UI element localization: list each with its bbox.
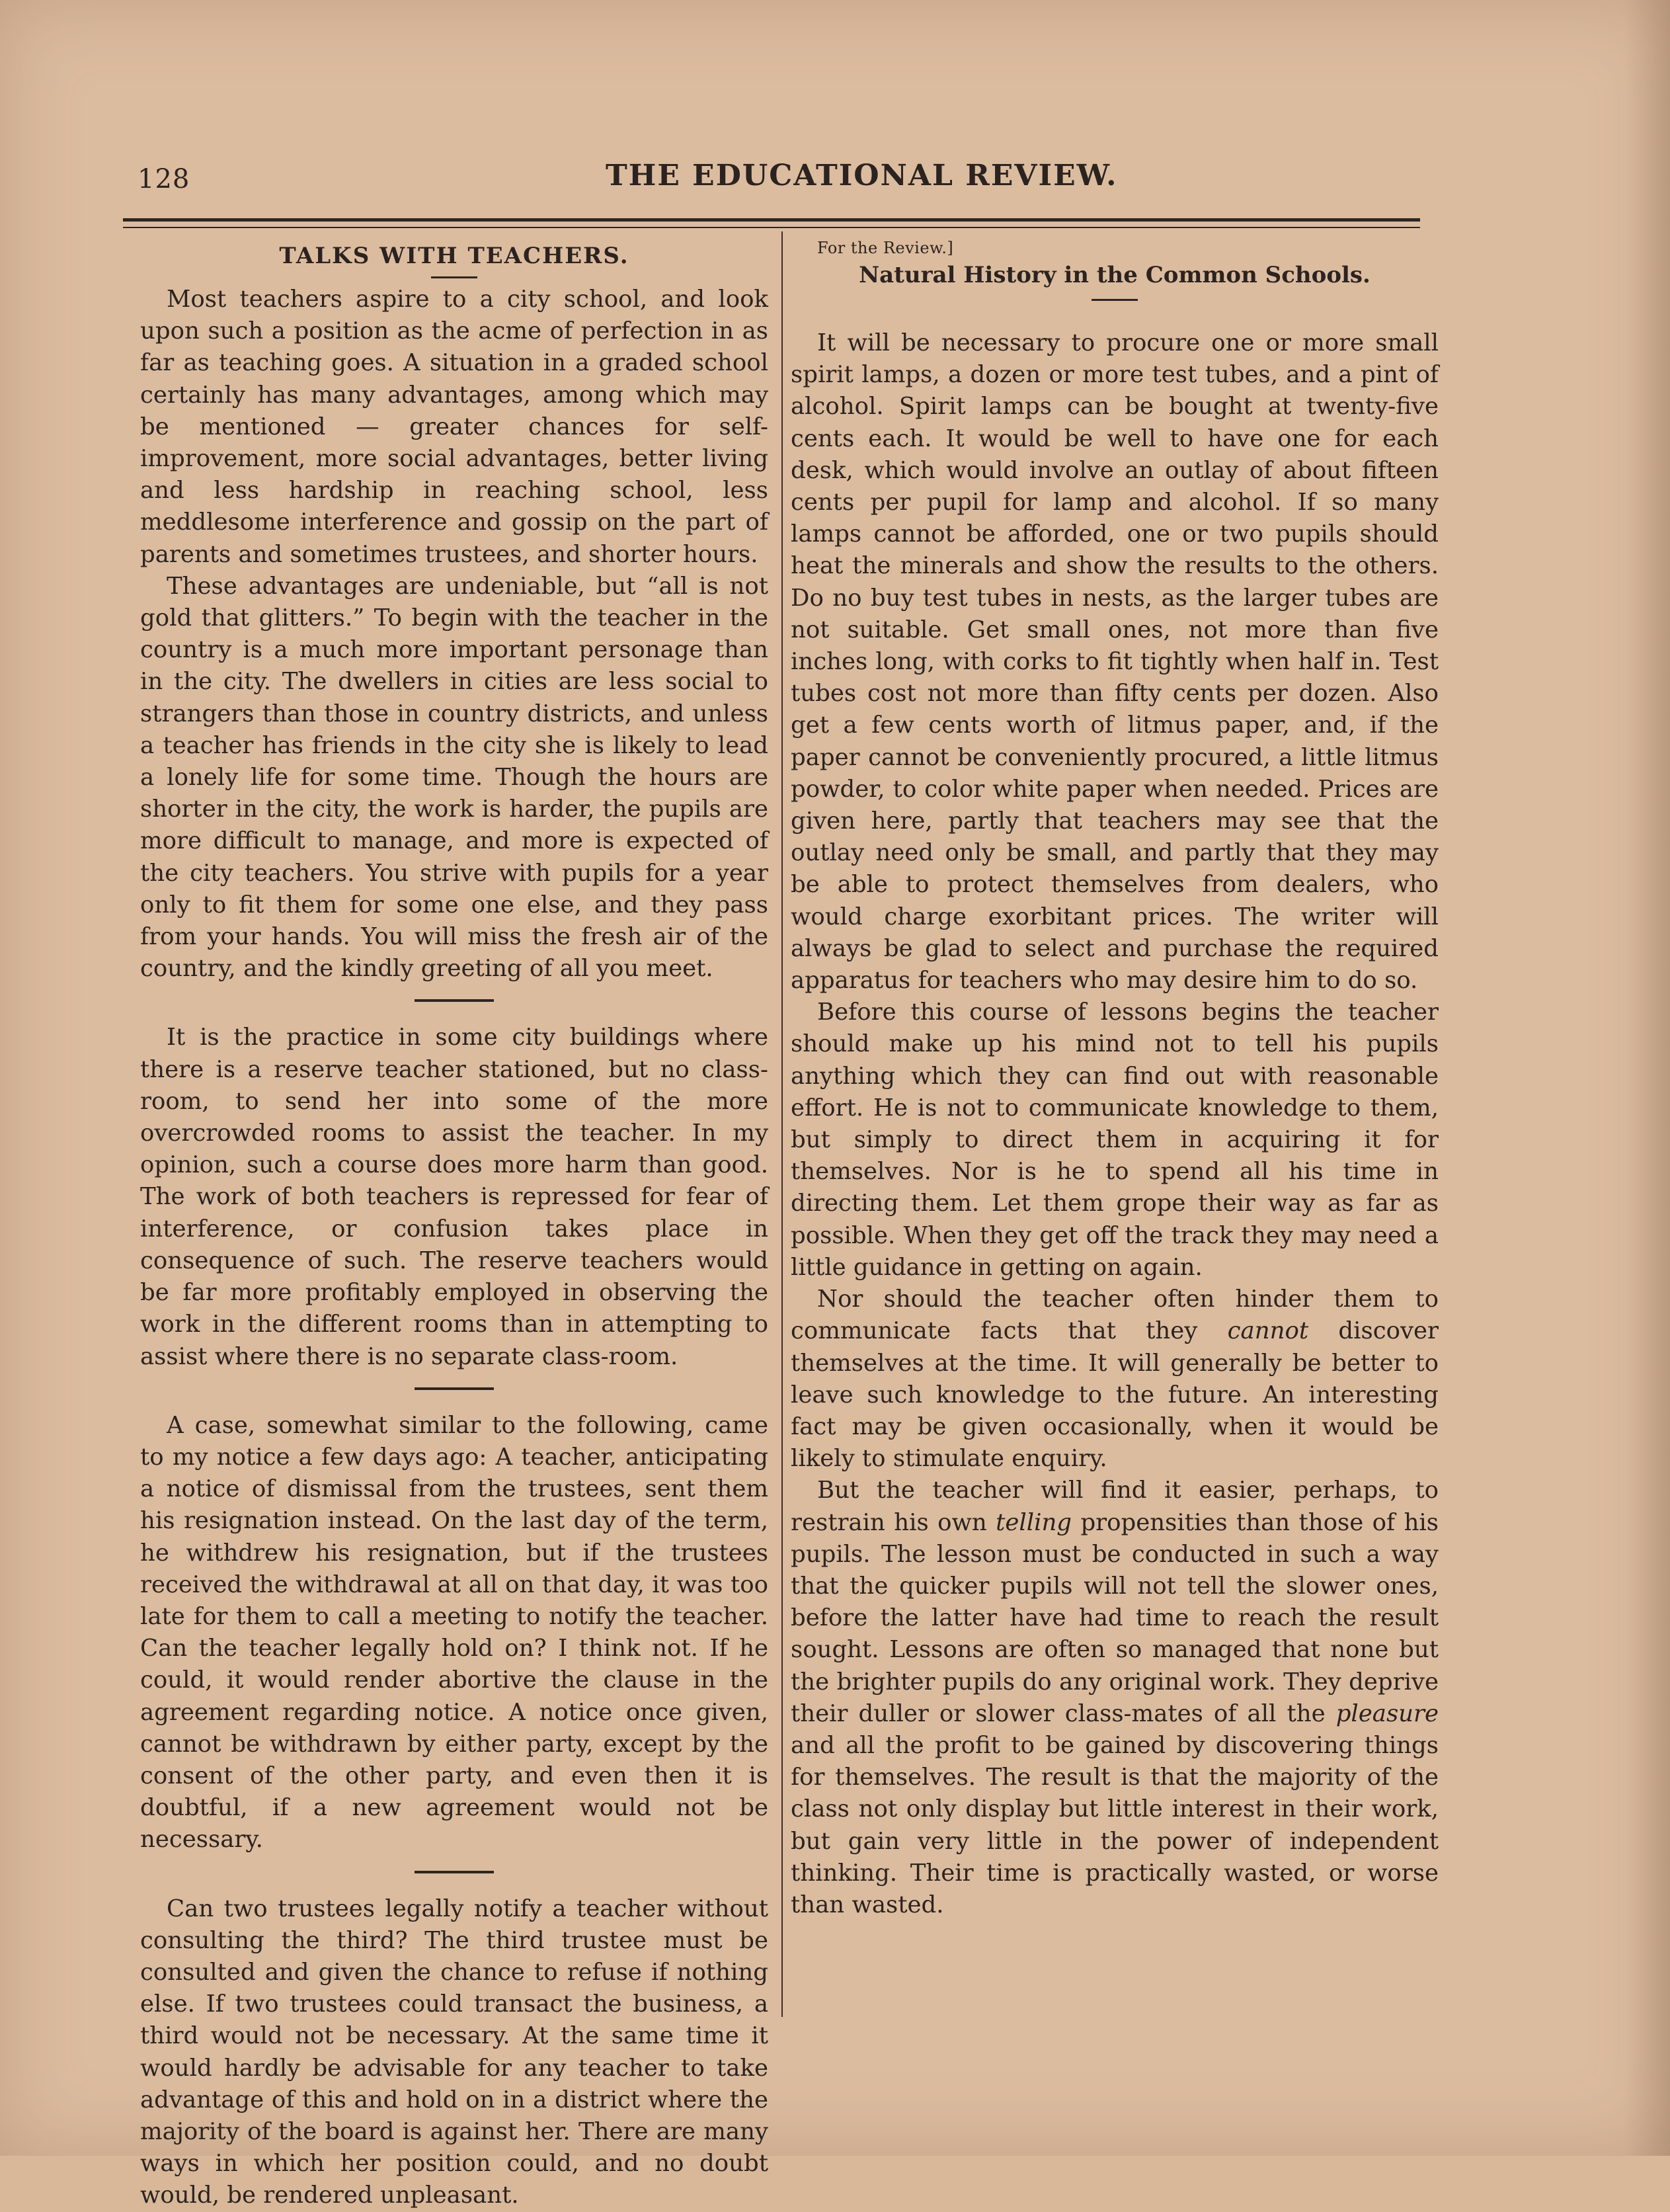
paragraph: It is the practice in some city buildings where there is a reserve teacher stationed, but no class-room, to send her into some of the more overcrowded rooms to assist the teacher. In my opinion, such a course does more harm than good. The work of both teachers is repressed for fear of interference, or confusion takes place in consequence of such. The reserve teachers would be far more profitably employed in observing the work in the different rooms than in attempting to assist where there is no separate class-room.: [140, 1024, 768, 1370]
left-column: [140, 238, 768, 2212]
title-dash: [1092, 299, 1138, 301]
paragraph: A case, somewhat similar to the following, came to my notice a few days ago: A teacher, anticipating a notice of dismissal from the trustees, sent them his resignation instead. On the last day of the term, he withdrew his resignation, but if the trustees received the withdrawal at all on that day, it was too late for them to call a meeting to notify the teacher. Can the teacher legally hold on? I think not. If he could, it would render abortive the clause in the agreement regarding notice. A notice once given, cannot be withdrawn by either party, except by the consent of the other party, and even then it is doubtful, if a new agreement would not be necessary.: [140, 1411, 768, 1854]
paragraph: Before this course of lessons begins the teacher should make up his mind not to tell his pupils anything which they can find out with reasonable effort. He is not to communicate knowledge to them, but simply to direct them in acquiring it for themselves. Nor is he to spend all his time in directing them. Let them grope their way as far as possible. When they get off the track they may need a little guidance in getting on again.: [791, 999, 1439, 1281]
emphasis: cannot: [1227, 1317, 1309, 1345]
title-dash: [431, 276, 477, 278]
paragraph: It will be necessary to procure one or more small spirit lamps, a dozen or more test tubes, and a pint of alcohol. Spirit lamps can be bought at twenty-five cents each. It would be well to have one for each desk, which would involve an outlay of about fifteen cents per pupil for lamp and alcohol. If so many lamps cannot be afforded, one or two pupils should heat the minerals and show the results to the others. Do no buy test tubes in nests, as the larger tubes are not suitable. Get small ones, not more than five inches long, with corks to fit tightly when half in. Test tubes cost not more than fifty cents per dozen. Also get a few cents worth of litmus paper, and, if the paper cannot be conveniently procured, a little litmus powder, to color white paper when needed. Prices are given here, partly that teachers may see that the outlay need only be small, and partly that they may be able to protect themselves from dealers, who would charge exorbitant prices. The writer will always be glad to select and purchase the required apparatus for teachers who may desire him to do so.: [791, 329, 1439, 995]
emphasis: pleasure: [1335, 1700, 1439, 1727]
article-title-natural-history: Natural History in the Common Schools.: [859, 262, 1371, 288]
header-rule-thick: [123, 218, 1420, 222]
paragraph: These advantages are undeniable, but “all is not gold that glitters.” To begin with the teacher in the country is a much more important personage than in the city. The dwellers in cities are less social to strangers than those in country districts, and unless a teacher has friends in the city she is likely to lead a lonely life for some time. Though the hours are shorter in the city, the work is harder, the pupils are more difficult to manage, and more is expected of the city teachers. You strive with pupils for a year only to fit them for some one else, and they pass from your hands. You will miss the fresh air of the country, and the kindly greeting of all you meet.: [140, 572, 768, 983]
paragraph: [791, 1475, 1439, 1921]
text-run: But the teacher will find it easier, perhaps, to restrain his own: [791, 1477, 1439, 1536]
page-spine-shadow: [1624, 0, 1670, 2156]
header-rule-thin: [123, 227, 1420, 228]
right-column: [791, 238, 1439, 1921]
section-separator: [415, 1871, 494, 1873]
emphasis: telling: [996, 1508, 1072, 1536]
page-number: 128: [138, 164, 190, 194]
text-run: and all the profit to be gained by discovering things for themselves. The result is that the majority of the class not only display but little interest in their work, but gain very little in the power of independent thinking. Their time is practically wasted, or worse than wasted.: [791, 1731, 1439, 1918]
paragraph: Can two trustees legally notify a teacher without consulting the third? The third trustee must be consulted and given the chance to refuse if nothing else. If two trustees could transact the business, a third would not be necessary. At the same time it would hardly be advisable for any teacher to take advantage of this and hold on in a district where the majority of the board is against her. There are many ways in which her position could, and no doubt would, be rendered unpleasant.: [140, 1895, 768, 2209]
text-run: Nor should the teacher often hinder them to communicate facts that they: [791, 1286, 1439, 1345]
section-separator: [415, 1387, 494, 1390]
paragraph: [791, 1284, 1439, 1475]
running-title: THE EDUCATIONAL REVIEW.: [606, 159, 1118, 192]
column-divider: [781, 231, 783, 2017]
section-separator: [415, 999, 494, 1002]
paragraph: Most teachers aspire to a city school, and look upon such a position as the acme of perfection in as far as teaching goes. A situation in a graded school certainly has many advantages, among which may be mentioned — greater chances for self-improvement, more social advantages, better living and less hardship in reaching school, less meddlesome interference and gossip on the part of parents and sometimes trustees, and shorter hours.: [140, 286, 768, 568]
text-run: propensities than those of his pupils. The lesson must be conducted in such a way that the quicker pupils will not tell the slower ones, before the latter have had time to reach the result sought. Lessons are often so managed that none but the brighter pupils do any original work. They deprive their duller or slower class-mates of all the: [791, 1508, 1439, 1727]
article-title-talks: TALKS WITH TEACHERS.: [279, 243, 629, 269]
page-header: [130, 156, 1419, 196]
source-note: For the Review.]: [817, 239, 954, 257]
text-run: discover themselves at the time. It will generally be better to leave such knowledge to the future. An interesting fact may be given occasionally, when it would be likely to stimulate enquiry.: [791, 1317, 1439, 1473]
